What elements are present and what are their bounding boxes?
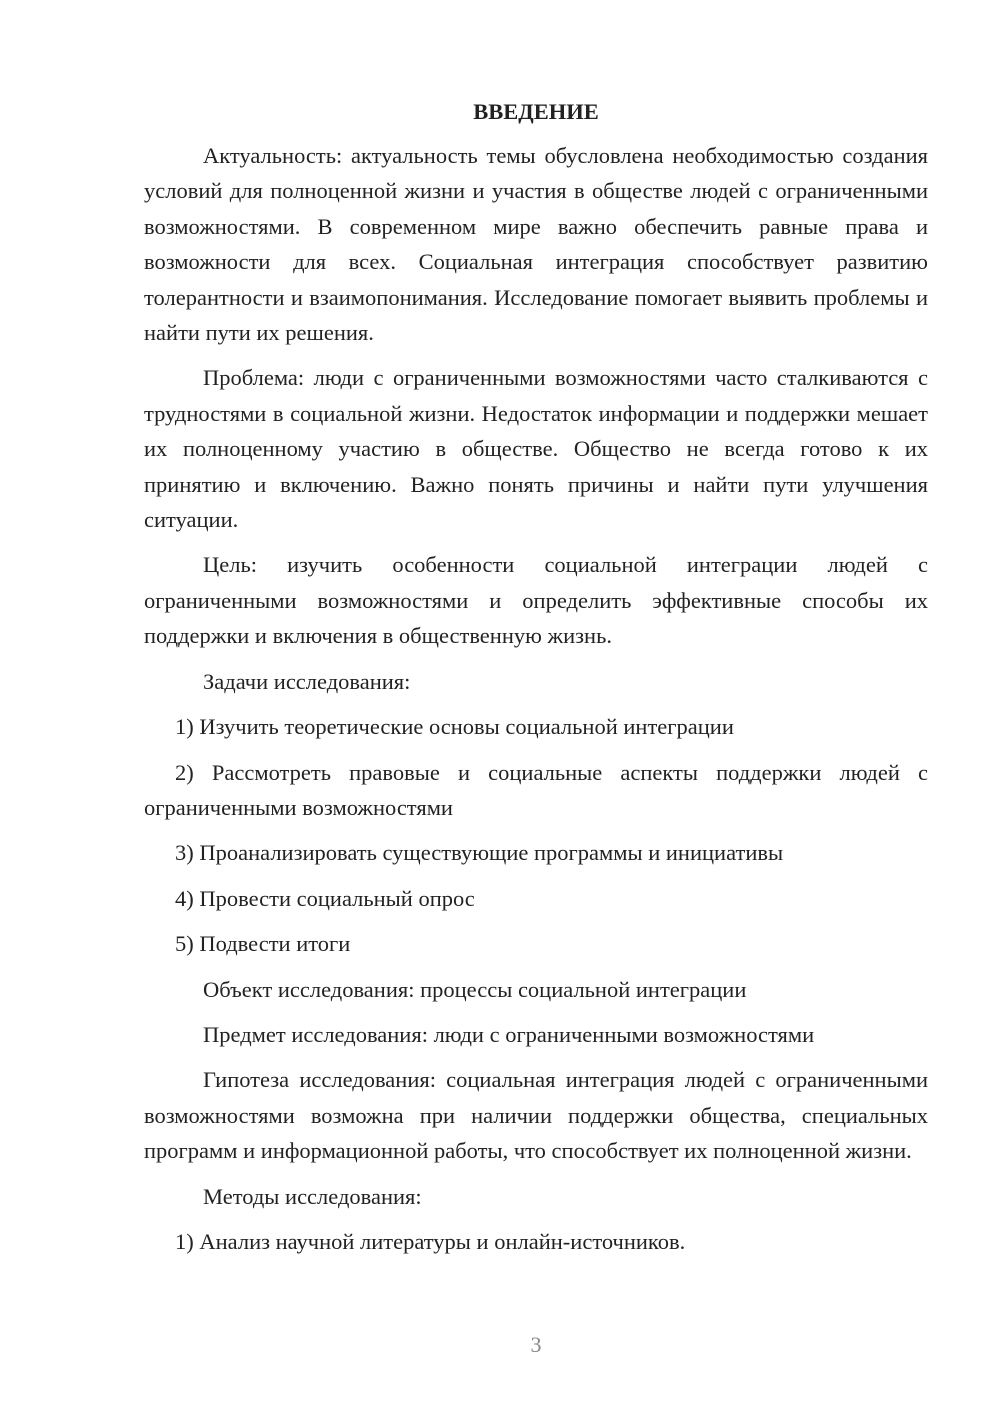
hypothesis-paragraph: Гипотеза исследования: социальная интеграция людей с ограниченными возможностями возможна при наличии поддержки общества, специальных программ и информационной работы, что способствует их полноценной жизни. bbox=[144, 1067, 928, 1164]
section-title: ВВЕДЕНИЕ bbox=[473, 99, 599, 124]
method-item: 1) Анализ научной литературы и онлайн-источников. bbox=[175, 1228, 686, 1254]
task-item: 4) Провести социальный опрос bbox=[175, 885, 475, 911]
task-item: 3) Проанализировать существующие программы и инициативы bbox=[175, 840, 784, 866]
task-item: 5) Подвести итоги bbox=[175, 931, 351, 957]
task-item: 2) Рассмотреть правовые и социальные аспекты поддержки людей с ограниченными возможностями bbox=[144, 759, 928, 820]
object-line: Объект исследования: процессы социальной интеграции bbox=[203, 976, 747, 1002]
goal-paragraph: Цель: изучить особенности социальной интеграции людей с ограниченными возможностями и определить эффективные способы их поддержки и включения в общественную жизнь. bbox=[144, 552, 928, 649]
page-content bbox=[144, 95, 928, 1269]
tasks-heading: Задачи исследования: bbox=[203, 668, 411, 694]
subject-line: Предмет исследования: люди с ограниченными возможностями bbox=[203, 1021, 815, 1047]
page-number: 3 bbox=[530, 1332, 542, 1357]
actuality-paragraph: Актуальность: актуальность темы обусловлена необходимостью создания условий для полноценной жизни и участия в обществе людей с ограниченными возможностями. В современном мире важно обеспечить равные права и возможности для всех. Социальная интеграция способствует развитию толерантности и взаимопонимания. Исследование помогает выявить проблемы и найти пути их решения. bbox=[144, 143, 928, 346]
task-item: 1) Изучить теоретические основы социальной интеграции bbox=[175, 714, 734, 740]
methods-heading: Методы исследования: bbox=[203, 1183, 422, 1209]
problem-paragraph: Проблема: люди с ограниченными возможностями часто сталкиваются с трудностями в социальной жизни. Недостаток информации и поддержки мешает их полноценному участию в обществе. Общество не всегда готово к их принятию и включению. Важно понять причины и найти пути улучшения ситуации. bbox=[144, 365, 928, 533]
